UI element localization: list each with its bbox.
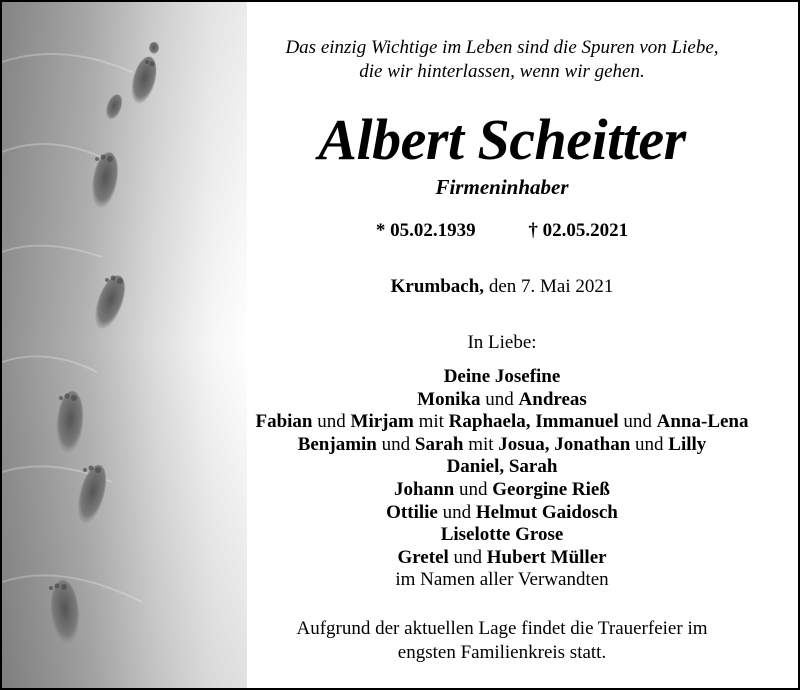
life-dates (232, 219, 772, 243)
mourners-list (212, 366, 792, 592)
mourner-name: Daniel, Sarah (446, 456, 558, 478)
mourner-connector: und (437, 501, 476, 523)
mourner-line (212, 547, 792, 570)
birth-date: * 05.02.1939 (375, 220, 476, 241)
mourner-connector: mit (413, 411, 449, 433)
mourner-name: Johann (394, 478, 455, 500)
funeral-notice (232, 617, 772, 665)
mourner-name: Georgine Rieß (492, 478, 610, 500)
mourner-name: Lilly (668, 433, 707, 455)
place: Krumbach, (390, 276, 485, 297)
mourner-name: Monika (417, 388, 481, 410)
mourner-connector: und (618, 411, 657, 433)
mourner-connector: und (376, 433, 415, 455)
mourner-line (212, 389, 792, 412)
mourner-line (212, 502, 792, 525)
notice-date: den 7. Mai 2021 (488, 276, 614, 297)
death-date: † 02.05.2021 (528, 220, 629, 241)
mourner-name: Hubert Müller (486, 546, 607, 568)
mourner-name: Ottilie (386, 501, 438, 523)
mourners-intro: In Liebe: (467, 332, 537, 353)
mourner-name: Josua, Jonathan (498, 433, 631, 455)
mourner-name: Mirjam (350, 411, 414, 433)
mourner-name: Anna-Lena (656, 411, 749, 433)
mourner-name: Liselotte Grose (440, 524, 564, 546)
mourner-line (212, 479, 792, 502)
mourner-line (212, 456, 792, 479)
mourner-name: Raphaela, Immanuel (448, 411, 619, 433)
mourner-line (212, 411, 792, 434)
quote-line-1: Das einzig Wichtige im Leben sind die Spuren von Liebe, (285, 37, 719, 58)
notice-line-1: Aufgrund der aktuellen Lage findet die Trauerfeier im (296, 618, 708, 639)
mourner-name: Benjamin (297, 433, 377, 455)
mourner-line (212, 434, 792, 457)
mourner-connector: und (630, 433, 669, 455)
deceased-name: Albert Scheitter (318, 107, 686, 172)
mourner-name: Gretel (397, 546, 449, 568)
footprints-in-sand-image (2, 2, 247, 688)
mourner-line (212, 569, 792, 592)
mourner-connector: und (454, 478, 493, 500)
mourner-connector: und (480, 388, 519, 410)
mourner-name: Deine Josefine (443, 366, 561, 387)
mourner-connector: mit (463, 433, 499, 455)
quote-line-2: die wir hinterlassen, wenn wir gehen. (359, 61, 645, 82)
mourner-name: Sarah (414, 433, 464, 455)
mourner-name: Helmut Gaidosch (475, 501, 618, 523)
mourner-connector: und (448, 546, 487, 568)
mourner-connector: und (312, 411, 351, 433)
place-and-date (232, 275, 772, 299)
deceased-profession: Firmeninhaber (435, 175, 569, 199)
mourner-name: Fabian (255, 411, 313, 433)
mourner-connector: im Namen aller Verwandten (395, 569, 609, 591)
mourner-line (212, 524, 792, 547)
obituary-text (232, 2, 772, 688)
mourner-line (212, 366, 792, 389)
notice-line-2: engsten Familienkreis statt. (397, 642, 607, 663)
mourner-name: Andreas (518, 388, 587, 410)
memorial-quote (232, 36, 772, 84)
